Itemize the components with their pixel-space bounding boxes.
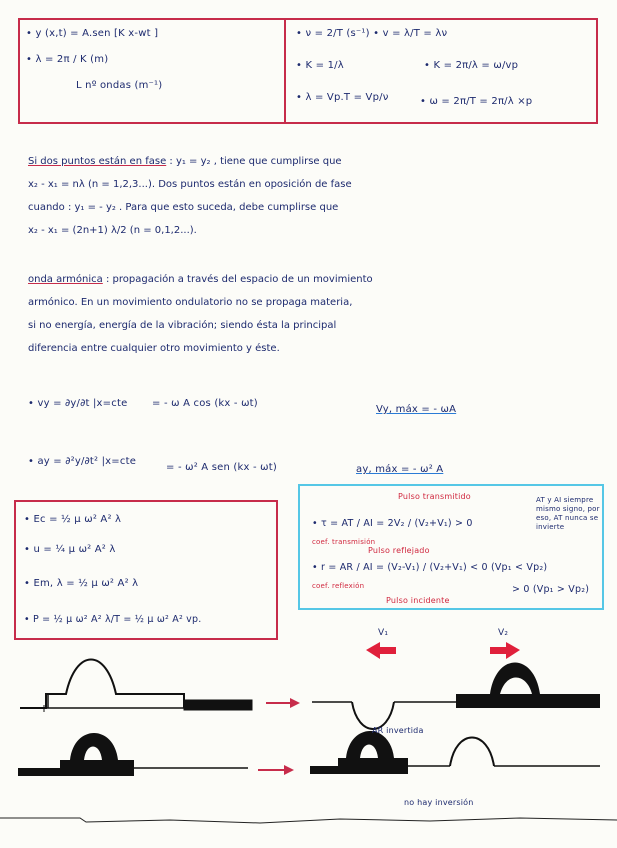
right-velocity-arrow bbox=[490, 642, 520, 659]
velocity-result: = - ω A cos (kx - ωt) bbox=[152, 398, 258, 409]
acceleration-max: ay, máx = - ω² A bbox=[356, 464, 444, 475]
reflection-label: coef. reflexión bbox=[312, 582, 365, 590]
no-inversion-caption: no hay inversión bbox=[404, 798, 474, 807]
v2-label: V₂ bbox=[498, 628, 509, 638]
k-angular-formula: • K = 2π/λ = ω/vp bbox=[424, 60, 519, 71]
phase-line-3: cuando : y₁ = - y₂ . Para que esto suceda, debe cumplirse que bbox=[28, 202, 339, 213]
velocity-equation: • vy = ∂y/∂t |x=cte bbox=[28, 398, 128, 409]
sign-note: AT y AI siempre mismo signo, por eso, AT nunca se invierte bbox=[536, 496, 600, 531]
incident-pulse-rope bbox=[20, 660, 184, 709]
phase-heading: Si dos puntos están en fase bbox=[28, 156, 167, 167]
page-edge bbox=[0, 818, 617, 823]
v1-label: V₁ bbox=[378, 628, 389, 638]
harmonic-heading: onda armónica bbox=[28, 274, 103, 285]
power-formula: • P = ½ μ ω² A² λ/T = ½ μ ω² A² vp. bbox=[24, 614, 202, 625]
inverted-caption: AR invertida bbox=[372, 726, 424, 735]
reflected-pulse-label: Pulso reflejado bbox=[368, 546, 430, 555]
wavenumber-note: L nº ondas (m⁻¹) bbox=[76, 80, 163, 91]
transmitted-thin-pulse bbox=[450, 738, 494, 767]
velocity-max: Vy, máx = - ωA bbox=[376, 404, 457, 415]
acceleration-equation: • ay = ∂²y/∂t² |x=cte bbox=[28, 456, 137, 467]
transmission-coefficient: • τ = AT / AI = 2V₂ / (V₂+V₁) > 0 bbox=[312, 518, 473, 529]
phase-line-1: : y₁ = y₂ , tiene que cumplirse que bbox=[169, 156, 342, 167]
harmonic-line-2: armónico. En un movimiento ondulatorio no se propaga materia, bbox=[28, 297, 353, 308]
phase-line-4: x₂ - x₁ = (2n+1) λ/2 (n = 0,1,2...). bbox=[28, 225, 197, 236]
reflected-thick-pulse bbox=[310, 731, 408, 774]
reflection-coefficient: • r = AR / AI = (V₂-V₁) / (V₂+V₁) < 0 (Vp₁ < Vp₂) bbox=[312, 562, 548, 573]
harmonic-line-3: si no energía, energía de la vibración; siendo ésta la principal bbox=[28, 320, 337, 331]
wavelength-formula: • λ = 2π / K (m) bbox=[26, 54, 109, 65]
wavelength-speed-formula: • λ = Vp.T = Vp/ν bbox=[296, 92, 389, 103]
transmitted-pulse-label: Pulso transmitido bbox=[398, 492, 471, 501]
kinetic-energy: • Ec = ½ μ ω² A² λ bbox=[24, 514, 122, 525]
reflection-coefficient-alt: > 0 (Vp₁ > Vp₂) bbox=[512, 584, 590, 595]
frequency-formula: • ν = 2/T (s⁻¹) • v = λ/T = λν bbox=[296, 28, 448, 39]
acceleration-result: = - ω² A sen (kx - ωt) bbox=[166, 462, 277, 473]
transmission-label: coef. transmisión bbox=[312, 538, 376, 546]
omega-formula: • ω = 2π/T = 2π/λ ×p bbox=[420, 96, 533, 107]
harmonic-line-1: : propagación a través del espacio de un movimiento bbox=[105, 274, 373, 285]
phase-line-2: x₂ - x₁ = nλ (n = 1,2,3...). Dos puntos están en oposición de fase bbox=[28, 179, 352, 190]
mechanical-energy: • Em, λ = ½ μ ω² A² λ bbox=[24, 578, 139, 589]
wave-equation: • y (x,t) = A.sen [K x-wt ] bbox=[26, 28, 159, 39]
incident-thick-pulse bbox=[18, 733, 134, 776]
left-velocity-arrow bbox=[366, 642, 396, 659]
energy-density: • u = ¼ μ ω² A² λ bbox=[24, 544, 116, 555]
k-inverse-formula: • K = 1/λ bbox=[296, 60, 344, 71]
incident-pulse-label: Pulso incidente bbox=[386, 596, 450, 605]
reflected-inverted-pulse bbox=[352, 702, 394, 729]
harmonic-line-4: diferencia entre cualquier otro movimiento y éste. bbox=[28, 343, 280, 354]
thick-rope-1 bbox=[44, 700, 252, 712]
